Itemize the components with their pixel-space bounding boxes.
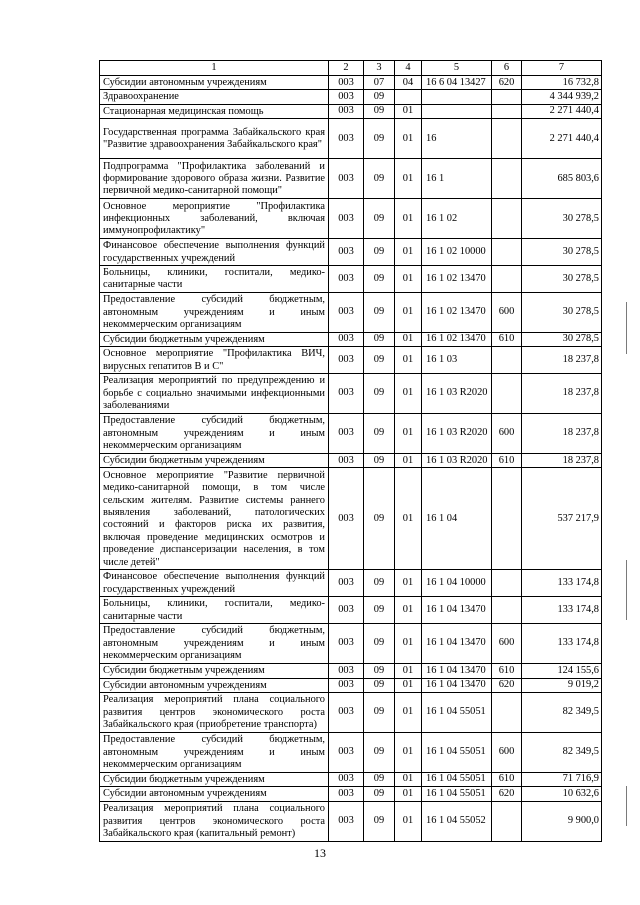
- cell-section: 09: [364, 414, 395, 454]
- cell-section: 09: [364, 332, 395, 346]
- cell-ministry: 003: [329, 597, 364, 624]
- cell-section: 09: [364, 239, 395, 266]
- cell-ministry: 003: [329, 414, 364, 454]
- cell-target-article: 16 1 02 13470: [422, 332, 492, 346]
- table-row: [100, 347, 602, 374]
- cell-target-article: 16 1 04 10000: [422, 570, 492, 597]
- cell-name: Предоставление субсидий бюджетным, автономным учреждениям и иным некоммерческим организациям: [100, 732, 329, 772]
- header-cell: 2: [329, 61, 364, 76]
- cell-expense-type: 600: [492, 414, 522, 454]
- cell-expense-type: 610: [492, 664, 522, 678]
- cell-expense-type: 610: [492, 772, 522, 786]
- cell-target-article: 16 1 03 R2020: [422, 414, 492, 454]
- cell-section: 07: [364, 76, 395, 90]
- cell-subsection: 01: [395, 664, 422, 678]
- cell-name: Субсидии бюджетным учреждениям: [100, 332, 329, 346]
- cell-amount: 133 174,8: [522, 570, 602, 597]
- table-row: [100, 199, 602, 239]
- table-row: [100, 664, 602, 678]
- cell-amount: 2 271 440,4: [522, 104, 602, 118]
- cell-target-article: 16 1 04 13470: [422, 678, 492, 692]
- cell-subsection: 01: [395, 570, 422, 597]
- cell-ministry: 003: [329, 624, 364, 664]
- cell-subsection: 01: [395, 104, 422, 118]
- cell-subsection: 01: [395, 239, 422, 266]
- cell-expense-type: [492, 801, 522, 841]
- cell-ministry: 003: [329, 332, 364, 346]
- table-row: [100, 787, 602, 801]
- cell-subsection: 01: [395, 692, 422, 732]
- header-cell: 6: [492, 61, 522, 76]
- cell-target-article: 16 1 03 R2020: [422, 374, 492, 414]
- table-row: [100, 292, 602, 332]
- cell-expense-type: [492, 199, 522, 239]
- cell-section: 09: [364, 772, 395, 786]
- cell-subsection: 01: [395, 597, 422, 624]
- scan-edge-mark: [626, 302, 627, 354]
- cell-target-article: 16 1 04 13470: [422, 664, 492, 678]
- cell-amount: 16 732,8: [522, 76, 602, 90]
- cell-amount: 537 217,9: [522, 468, 602, 570]
- cell-amount: 82 349,5: [522, 692, 602, 732]
- cell-amount: 133 174,8: [522, 624, 602, 664]
- cell-name: Стационарная медицинская помощь: [100, 104, 329, 118]
- cell-subsection: 01: [395, 292, 422, 332]
- header-cell: 7: [522, 61, 602, 76]
- cell-amount: 30 278,5: [522, 239, 602, 266]
- cell-name: Основное мероприятие "Профилактика ВИЧ, вирусных гепатитов В и С": [100, 347, 329, 374]
- cell-target-article: 16 6 04 13427: [422, 76, 492, 90]
- cell-name: Больницы, клиники, госпитали, медико-санитарные части: [100, 266, 329, 293]
- cell-name: Основное мероприятие "Развитие первичной медико-санитарной помощи, в том числе сельским жителям. Развитие системы раннего выявления заболеваний, патологических состояний и факторов риска их развития, включая проведение медицинских осмотров и проведение диспансеризации населения, в том числе детей": [100, 468, 329, 570]
- cell-target-article: [422, 90, 492, 104]
- cell-section: 09: [364, 664, 395, 678]
- cell-section: 09: [364, 159, 395, 199]
- cell-expense-type: [492, 239, 522, 266]
- cell-expense-type: 600: [492, 732, 522, 772]
- cell-section: 09: [364, 454, 395, 468]
- cell-expense-type: 610: [492, 332, 522, 346]
- cell-amount: 18 237,8: [522, 454, 602, 468]
- cell-ministry: 003: [329, 347, 364, 374]
- cell-subsection: 01: [395, 787, 422, 801]
- table-row: [100, 414, 602, 454]
- cell-ministry: 003: [329, 374, 364, 414]
- cell-amount: 9 019,2: [522, 678, 602, 692]
- scan-edge-mark: [626, 560, 627, 620]
- cell-expense-type: [492, 374, 522, 414]
- cell-target-article: 16 1 02 13470: [422, 292, 492, 332]
- cell-section: 09: [364, 292, 395, 332]
- cell-subsection: 01: [395, 678, 422, 692]
- cell-section: 09: [364, 570, 395, 597]
- cell-amount: 71 716,9: [522, 772, 602, 786]
- cell-amount: 82 349,5: [522, 732, 602, 772]
- cell-section: 09: [364, 624, 395, 664]
- table-header-row: [100, 61, 602, 76]
- cell-target-article: 16 1 04 55051: [422, 787, 492, 801]
- cell-subsection: 01: [395, 468, 422, 570]
- cell-subsection: 01: [395, 374, 422, 414]
- cell-section: 09: [364, 801, 395, 841]
- cell-ministry: 003: [329, 159, 364, 199]
- cell-target-article: 16 1 03 R2020: [422, 454, 492, 468]
- cell-subsection: 01: [395, 199, 422, 239]
- cell-name: Подпрограмма "Профилактика заболеваний и формирование здорового образа жизни. Развитие первичной медико-санитарной помощи": [100, 159, 329, 199]
- cell-subsection: 01: [395, 332, 422, 346]
- cell-section: 09: [364, 199, 395, 239]
- cell-amount: 2 271 440,4: [522, 119, 602, 159]
- cell-target-article: 16 1 04 55051: [422, 692, 492, 732]
- cell-name: Субсидии автономным учреждениям: [100, 678, 329, 692]
- cell-ministry: 003: [329, 692, 364, 732]
- cell-section: 09: [364, 678, 395, 692]
- table-row: [100, 570, 602, 597]
- table-row: [100, 239, 602, 266]
- cell-section: 09: [364, 787, 395, 801]
- cell-ministry: 003: [329, 570, 364, 597]
- cell-ministry: 003: [329, 801, 364, 841]
- cell-name: Основное мероприятие "Профилактика инфекционных заболеваний, включая иммунопрофилактику": [100, 199, 329, 239]
- cell-ministry: 003: [329, 76, 364, 90]
- cell-section: 09: [364, 119, 395, 159]
- table-row: [100, 678, 602, 692]
- header-cell: 4: [395, 61, 422, 76]
- cell-section: 09: [364, 104, 395, 118]
- cell-ministry: 003: [329, 199, 364, 239]
- cell-ministry: 003: [329, 292, 364, 332]
- table-row: [100, 454, 602, 468]
- cell-section: 09: [364, 374, 395, 414]
- table-row: [100, 772, 602, 786]
- cell-ministry: 003: [329, 732, 364, 772]
- cell-ministry: 003: [329, 104, 364, 118]
- header-cell: 5: [422, 61, 492, 76]
- table-row: [100, 801, 602, 841]
- cell-ministry: 003: [329, 454, 364, 468]
- cell-section: 09: [364, 597, 395, 624]
- cell-name: Реализация мероприятий плана социального развития центров экономического роста Забайкальского края (капитальный ремонт): [100, 801, 329, 841]
- cell-ministry: 003: [329, 266, 364, 293]
- table-row: [100, 732, 602, 772]
- cell-subsection: 01: [395, 159, 422, 199]
- cell-expense-type: 620: [492, 787, 522, 801]
- header-cell: 1: [100, 61, 329, 76]
- cell-expense-type: [492, 266, 522, 293]
- cell-expense-type: [492, 347, 522, 374]
- cell-ministry: 003: [329, 787, 364, 801]
- cell-amount: 18 237,8: [522, 347, 602, 374]
- table-row: [100, 159, 602, 199]
- cell-amount: 9 900,0: [522, 801, 602, 841]
- cell-subsection: 01: [395, 454, 422, 468]
- cell-section: 09: [364, 468, 395, 570]
- cell-amount: 133 174,8: [522, 597, 602, 624]
- cell-expense-type: 600: [492, 292, 522, 332]
- table-row: [100, 90, 602, 104]
- header-cell: 3: [364, 61, 395, 76]
- table-row: [100, 119, 602, 159]
- cell-subsection: 01: [395, 347, 422, 374]
- cell-name: Здравоохранение: [100, 90, 329, 104]
- cell-expense-type: [492, 597, 522, 624]
- cell-subsection: 01: [395, 732, 422, 772]
- cell-name: Субсидии автономным учреждениям: [100, 76, 329, 90]
- cell-amount: 18 237,8: [522, 414, 602, 454]
- cell-subsection: 04: [395, 76, 422, 90]
- cell-target-article: 16 1 04 55051: [422, 772, 492, 786]
- cell-target-article: 16 1 03: [422, 347, 492, 374]
- cell-expense-type: 610: [492, 454, 522, 468]
- cell-name: Финансовое обеспечение выполнения функций государственных учреждений: [100, 239, 329, 266]
- cell-expense-type: [492, 570, 522, 597]
- cell-name: Государственная программа Забайкальского края "Развитие здравоохранения Забайкальского края": [100, 119, 329, 159]
- table-row: [100, 104, 602, 118]
- cell-target-article: 16 1 02 10000: [422, 239, 492, 266]
- cell-section: 09: [364, 266, 395, 293]
- table-row: [100, 692, 602, 732]
- cell-expense-type: 620: [492, 678, 522, 692]
- cell-expense-type: [492, 104, 522, 118]
- cell-amount: 685 803,6: [522, 159, 602, 199]
- table-row: [100, 332, 602, 346]
- table-row: [100, 468, 602, 570]
- cell-expense-type: 620: [492, 76, 522, 90]
- cell-amount: 30 278,5: [522, 292, 602, 332]
- cell-subsection: 01: [395, 119, 422, 159]
- cell-amount: 30 278,5: [522, 332, 602, 346]
- cell-section: 09: [364, 90, 395, 104]
- cell-target-article: 16 1 04 55052: [422, 801, 492, 841]
- cell-name: Реализация мероприятий по предупреждению и борьбе с социально значимыми инфекционными заболеваниями: [100, 374, 329, 414]
- cell-target-article: 16 1 04 13470: [422, 624, 492, 664]
- cell-target-article: 16 1 04: [422, 468, 492, 570]
- table-row: [100, 266, 602, 293]
- cell-name: Предоставление субсидий бюджетным, автономным учреждениям и иным некоммерческим организациям: [100, 624, 329, 664]
- cell-expense-type: [492, 692, 522, 732]
- cell-name: Предоставление субсидий бюджетным, автономным учреждениям и иным некоммерческим организациям: [100, 414, 329, 454]
- cell-ministry: 003: [329, 119, 364, 159]
- cell-ministry: 003: [329, 772, 364, 786]
- cell-amount: 30 278,5: [522, 266, 602, 293]
- cell-subsection: [395, 90, 422, 104]
- table-row: [100, 76, 602, 90]
- cell-name: Субсидии автономным учреждениям: [100, 787, 329, 801]
- cell-target-article: 16 1 04 13470: [422, 597, 492, 624]
- cell-name: Субсидии бюджетным учреждениям: [100, 454, 329, 468]
- cell-amount: 4 344 939,2: [522, 90, 602, 104]
- cell-ministry: 003: [329, 664, 364, 678]
- cell-subsection: 01: [395, 772, 422, 786]
- cell-expense-type: [492, 159, 522, 199]
- cell-expense-type: [492, 90, 522, 104]
- cell-name: Больницы, клиники, госпитали, медико-санитарные части: [100, 597, 329, 624]
- cell-subsection: 01: [395, 266, 422, 293]
- cell-expense-type: [492, 468, 522, 570]
- table-row: [100, 624, 602, 664]
- cell-target-article: 16 1: [422, 159, 492, 199]
- cell-target-article: 16 1 02 13470: [422, 266, 492, 293]
- cell-section: 09: [364, 732, 395, 772]
- cell-section: 09: [364, 692, 395, 732]
- cell-target-article: 16 1 04 55051: [422, 732, 492, 772]
- cell-subsection: 01: [395, 801, 422, 841]
- cell-target-article: 16: [422, 119, 492, 159]
- cell-name: Субсидии бюджетным учреждениям: [100, 664, 329, 678]
- cell-subsection: 01: [395, 624, 422, 664]
- cell-name: Финансовое обеспечение выполнения функций государственных учреждений: [100, 570, 329, 597]
- table-row: [100, 597, 602, 624]
- cell-ministry: 003: [329, 468, 364, 570]
- cell-name: Реализация мероприятий плана социального развития центров экономического роста Забайкальского края (приобретение транспорта): [100, 692, 329, 732]
- cell-amount: 18 237,8: [522, 374, 602, 414]
- table-row: [100, 374, 602, 414]
- cell-expense-type: [492, 119, 522, 159]
- page-number: 13: [314, 846, 326, 860]
- scan-edge-mark: [626, 786, 627, 826]
- cell-name: Субсидии бюджетным учреждениям: [100, 772, 329, 786]
- cell-target-article: [422, 104, 492, 118]
- cell-name: Предоставление субсидий бюджетным, автономным учреждениям и иным некоммерческим организациям: [100, 292, 329, 332]
- cell-expense-type: 600: [492, 624, 522, 664]
- budget-table: [99, 60, 602, 842]
- cell-ministry: 003: [329, 90, 364, 104]
- cell-subsection: 01: [395, 414, 422, 454]
- cell-amount: 124 155,6: [522, 664, 602, 678]
- cell-section: 09: [364, 347, 395, 374]
- cell-target-article: 16 1 02: [422, 199, 492, 239]
- cell-ministry: 003: [329, 239, 364, 266]
- cell-amount: 30 278,5: [522, 199, 602, 239]
- cell-ministry: 003: [329, 678, 364, 692]
- cell-amount: 10 632,6: [522, 787, 602, 801]
